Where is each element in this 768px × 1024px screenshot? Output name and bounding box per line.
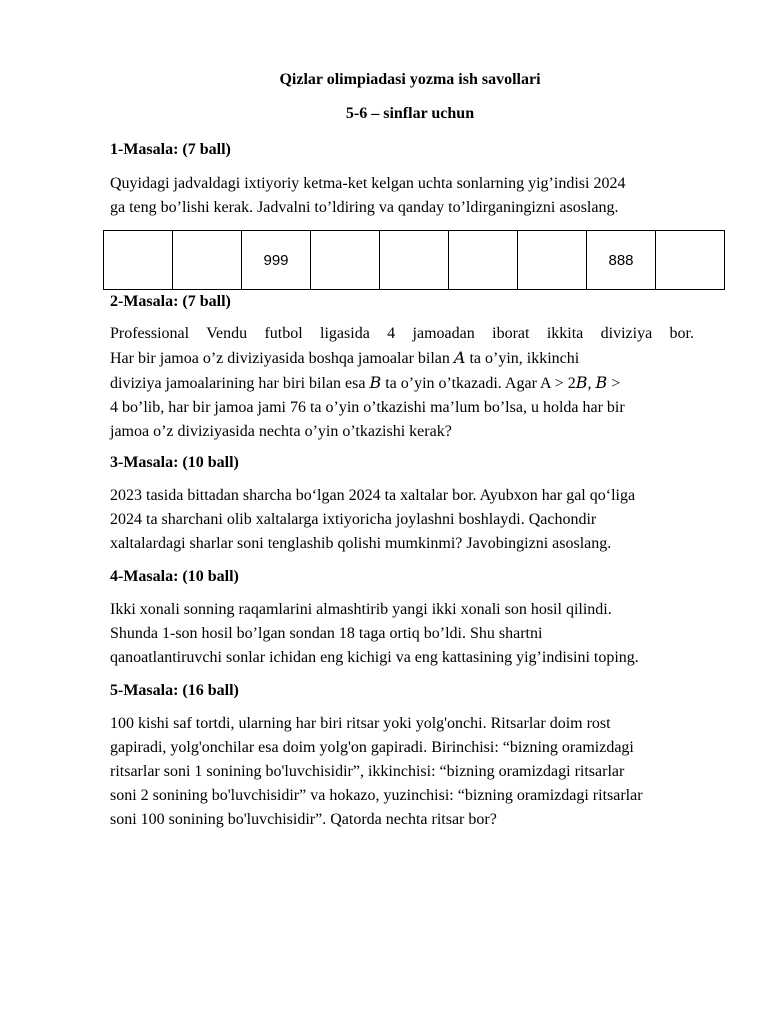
problem-2-line-4: 4 bo’lib, har bir jamoa jami 76 ta o’yin o’tkazishi ma’lum bo’lsa, u holda har bir xyxy=(110,399,625,416)
problem-1-text xyxy=(110,172,720,220)
variable-b: B xyxy=(575,373,588,392)
problem-3-line-1: 2023 tasida bittadan sharcha bo‘lgan 2024 ta xaltalar bor. Ayubxon har gal qo‘liga xyxy=(110,487,636,504)
problem-2-heading: 2-Masala: (7 ball) xyxy=(110,293,231,310)
table-cell-3[interactable]: 999 xyxy=(242,231,311,290)
document-subtitle: 5-6 – sinflar uchun xyxy=(345,105,475,122)
table-cell-9[interactable] xyxy=(656,231,725,290)
problem-3-heading: 3-Masala: (10 ball) xyxy=(110,454,239,471)
answer-table xyxy=(103,230,725,290)
table-cell-8[interactable]: 888 xyxy=(587,231,656,290)
variable-b: B xyxy=(369,373,382,392)
problem-4-line-2: Shunda 1-son hosil bo’lgan sondan 18 taga ortiq bo’ldi. Shu shartni xyxy=(110,625,543,642)
problem-3-line-2: 2024 ta sharchani olib xaltalarga ixtiyoricha joylashni boshlaydi. Qachondir xyxy=(110,511,597,528)
document-title: Qizlar olimpiadasi yozma ish savollari xyxy=(279,71,541,88)
table-cell-1[interactable] xyxy=(104,231,173,290)
problem-4-line-1: Ikki xonali sonning raqamlarini almashtirib yangi ikki xonali son hosil qilindi. xyxy=(110,601,612,618)
problem-5-line-5: soni 100 sonining bo'luvchisidir”. Qatorda nechta ritsar bor? xyxy=(110,811,497,828)
problem-2-line-5: jamoa o’z diviziyasida nechta o’yin o’tkazishi kerak? xyxy=(110,423,452,440)
problem-1-line-1: Quyidagi jadvaldagi ixtiyoriy ketma-ket kelgan uchta sonlarning yig’indisi 2024 xyxy=(110,175,626,192)
problem-5-text xyxy=(110,712,720,832)
variable-a: A xyxy=(453,348,466,367)
table-cell-6[interactable] xyxy=(449,231,518,290)
problem-2-text xyxy=(110,322,694,444)
problem-1-heading: 1-Masala: (7 ball) xyxy=(110,141,231,158)
problem-2-text-part: Har bir jamoa o’z diviziyasida boshqa jamoalar bilan xyxy=(110,350,454,367)
problem-2-text-part: ta o’yin o’tkazadi. Agar A > 2 xyxy=(381,375,576,392)
problem-1-line-2: ga teng bo’lishi kerak. Jadvalni to’ldiring va qanday to’ldirganingizni asoslang. xyxy=(110,199,619,216)
problem-5-heading: 5-Masala: (16 ball) xyxy=(110,682,239,699)
problem-4-text xyxy=(110,598,720,670)
problem-2-text-part: , xyxy=(587,375,596,392)
variable-b: B xyxy=(595,373,608,392)
table-cell-2[interactable] xyxy=(173,231,242,290)
problem-2-text-part: > xyxy=(607,375,621,392)
problem-5-line-3: ritsarlar soni 1 sonining bo'luvchisidir”, ikkinchisi: “bizning oramizdagi ritsarlar xyxy=(110,763,625,780)
problem-2-line-2 xyxy=(110,346,694,371)
problem-2-line-3 xyxy=(110,371,694,396)
table-row xyxy=(104,231,725,290)
problem-5-line-4: soni 2 sonining bo'luvchisidir” va hokazo, yuzinchisi: “bizning oramizdagi ritsarlar xyxy=(110,787,643,804)
problem-5-line-1: 100 kishi saf tortdi, ularning har biri ritsar yoki yolg'onchi. Ritsarlar doim rost xyxy=(110,715,611,732)
problem-4-line-3: qanoatlantiruvchi sonlar ichidan eng kichigi va eng kattasining yig’indisini toping. xyxy=(110,649,639,666)
problem-2-text-part: ta o’yin, ikkinchi xyxy=(465,350,580,367)
problem-2-text-part: diviziya jamoalarining har biri bilan esa xyxy=(110,375,370,392)
problem-3-line-3: xaltalardagi sharlar soni tenglashib qolishi mumkinmi? Javobingizni asoslang. xyxy=(110,535,612,552)
table-cell-7[interactable] xyxy=(518,231,587,290)
table-cell-4[interactable] xyxy=(311,231,380,290)
problem-3-text xyxy=(110,484,720,556)
problem-5-line-2: gapiradi, yolg'onchilar esa doim yolg'on gapiradi. Birinchisi: “bizning oramizdagi xyxy=(110,739,634,756)
problem-2-line-1: Professional Vendu futbol ligasida 4 jamoadan iborat ikkita diviziya bor. xyxy=(110,325,694,342)
table-cell-5[interactable] xyxy=(380,231,449,290)
problem-4-heading: 4-Masala: (10 ball) xyxy=(110,568,239,585)
